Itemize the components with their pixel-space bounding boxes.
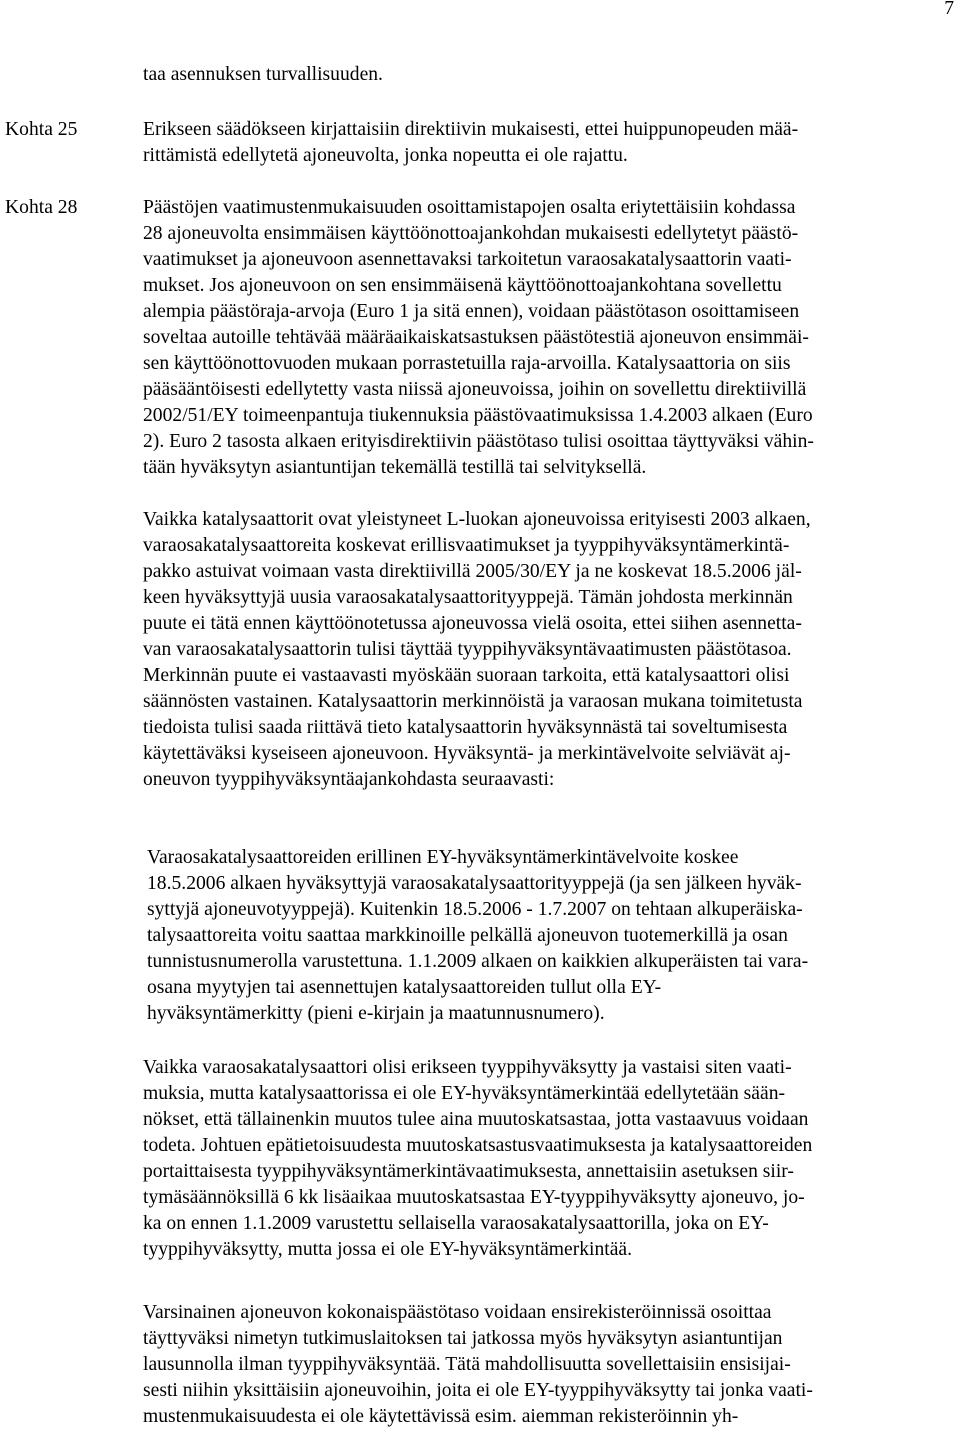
text-line: tiedoista tulisi saada riittävä tieto katalysaattorin hyväksynnästä tai soveltumisesta — [143, 717, 788, 738]
text-line: van varaosakatalysaattorin tulisi täyttää tyyppihyväksyntävaatimusten päästötasoa. — [143, 639, 792, 660]
text-line: mustenmukaisuudesta ei ole käytettävissä esim. aiemman rekisteröinnin yh- — [143, 1406, 739, 1427]
page-number: 7 — [944, 0, 954, 19]
intro-line: taa asennuksen turvallisuuden. — [143, 64, 383, 85]
text-line: varaosakatalysaattoreita koskevat erillisvaatimukset ja tyyppihyväksyntämerkintä- — [143, 535, 790, 556]
text-line: Vaikka katalysaattorit ovat yleistyneet L-luokan ajoneuvoissa erityisesti 2003 alkaen, — [143, 509, 811, 530]
text-line: mukset. Jos ajoneuvoon on sen ensimmäisenä käyttöönottoajankohtana sovellettu — [143, 275, 782, 296]
text-line: Varaosakatalysaattoreiden erillinen EY-hyväksyntämerkintävelvoite koskee — [147, 847, 739, 868]
text-line: soveltaa autoille tehtävää määräaikaiskatsastuksen päästötestiä ajoneuvon ensimmäi- — [143, 327, 809, 348]
text-line: puute ei tätä ennen käyttöönotetussa ajoneuvossa vielä osoita, ettei siihen asennetta- — [143, 613, 802, 634]
text-line: portaittaisesta tyyppihyväksyntämerkintävaatimuksesta, annettaisiin asetuksen siir- — [143, 1161, 794, 1182]
text-line: talysaattoreita voitu saattaa markkinoille pelkällä ajoneuvon tuotemerkillä ja osan — [147, 925, 788, 946]
text-line: syttyjä ajoneuvotyyppejä). Kuitenkin 18.5.2006 - 1.7.2007 on tehtaan alkuperäiska- — [147, 899, 803, 920]
text-line: sen käyttöönottovuoden mukaan porrastetuilla raja-arvoilla. Katalysaattoria on siis — [143, 353, 791, 374]
text-line: Varsinainen ajoneuvon kokonaispäästötaso voidaan ensirekisteröinnissä osoittaa — [143, 1302, 772, 1323]
text-line: käytettäväksi kyseiseen ajoneuvoon. Hyväksyntä- ja merkintävelvoite selviävät aj- — [143, 743, 791, 764]
section-label: Kohta 25 — [5, 119, 78, 140]
text-line: tään hyväksytyn asiantuntijan tekemällä testillä tai selvityksellä. — [143, 457, 647, 478]
text-line: lausunnolla ilman tyyppihyväksyntää. Tätä mahdollisuutta sovellettaisiin ensisijai- — [143, 1354, 791, 1375]
text-line: Merkinnän puute ei vastaavasti myöskään suoraan tarkoita, että katalysaattori olisi — [143, 665, 790, 686]
text-line: tunnistusnumerolla varustettuna. 1.1.2009 alkaen on kaikkien alkuperäisten tai vara- — [147, 951, 809, 972]
section-label: Kohta 28 — [5, 197, 78, 218]
text-line: sesti niihin yksittäisiin ajoneuvoihin, joita ei ole EY-tyyppihyväksytty tai jonka vaati- — [143, 1380, 813, 1401]
text-line: 18.5.2006 alkaen hyväksyttyjä varaosakatalysaattorityyppejä (ja sen jälkeen hyväk- — [147, 873, 802, 894]
text-line: Vaikka varaosakatalysaattori olisi erikseen tyyppihyväksytty ja vastaisi siten vaati- — [143, 1057, 792, 1078]
text-line: muksia, mutta katalysaattorissa ei ole EY-hyväksyntämerkintää edellytetään sään- — [143, 1083, 786, 1104]
text-line: tyyppihyväksytty, mutta jossa ei ole EY-hyväksyntämerkintää. — [143, 1239, 633, 1260]
text-line: 2002/51/EY toimeenpantuja tiukennuksia päästövaatimuksissa 1.4.2003 alkaen (Euro — [143, 405, 813, 426]
text-line: Erikseen säädökseen kirjattaisiin direktiivin mukaisesti, ettei huippunopeuden mää- — [143, 119, 799, 140]
text-line: todeta. Johtuen epätietoisuudesta muutoskatsastusvaatimuksesta ja katalysaattoreiden — [143, 1135, 813, 1156]
text-line: alempia päästöraja-arvoja (Euro 1 ja sitä ennen), voidaan päästötason osoittamiseen — [143, 301, 800, 322]
text-line: täyttyväksi nimetyn tutkimuslaitoksen tai jatkossa myös hyväksytyn asiantuntijan — [143, 1328, 783, 1349]
text-line: Päästöjen vaatimustenmukaisuuden osoittamistapojen osalta eriytettäisiin kohdassa — [143, 197, 796, 218]
text-line: nökset, että tällainenkin muutos tulee aina muutoskatsastaa, jotta vastaavuus voidaan — [143, 1109, 809, 1130]
text-line: vaatimukset ja ajoneuvoon asennettavaksi tarkoitetun varaosakatalysaattorin vaati- — [143, 249, 792, 270]
text-line: 28 ajoneuvolta ensimmäisen käyttöönottoajankohdan mukaisesti edellytetyt päästö- — [143, 223, 799, 244]
text-line: säännösten vastainen. Katalysaattorin merkinnöistä ja varaosan mukana toimitetusta — [143, 691, 803, 712]
text-line: pääsääntöisesti edellytetty vasta niissä ajoneuvoissa, joihin on sovellettu direktiivillä — [143, 379, 807, 400]
text-line: ka on ennen 1.1.2009 varustettu sellaisella varaosakatalysaattorilla, joka on EY- — [143, 1213, 769, 1234]
text-line: tymäsäännöksillä 6 kk lisäaikaa muutoskatsastaa EY-tyyppihyväksytty ajoneuvo, jo- — [143, 1187, 805, 1208]
text-line: rittämistä edellytetä ajoneuvolta, jonka nopeutta ei ole rajattu. — [143, 145, 628, 166]
text-line: 2). Euro 2 tasosta alkaen erityisdirektiivin päästötaso tulisi osoittaa täyttyväksi vähin- — [143, 431, 814, 452]
text-line: hyväksyntämerkitty (pieni e-kirjain ja maatunnusnumero). — [147, 1003, 605, 1024]
text-line: osana myytyjen tai asennettujen katalysaattoreiden tullut olla EY- — [147, 977, 662, 998]
text-line: pakko astuivat voimaan vasta direktiivillä 2005/30/EY ja ne koskevat 18.5.2006 jäl- — [143, 561, 802, 582]
text-line: oneuvon tyyppihyväksyntäajankohdasta seuraavasti: — [143, 769, 555, 790]
text-line: keen hyväksyttyjä uusia varaosakatalysaattorityyppejä. Tämän johdosta merkinnän — [143, 587, 793, 608]
